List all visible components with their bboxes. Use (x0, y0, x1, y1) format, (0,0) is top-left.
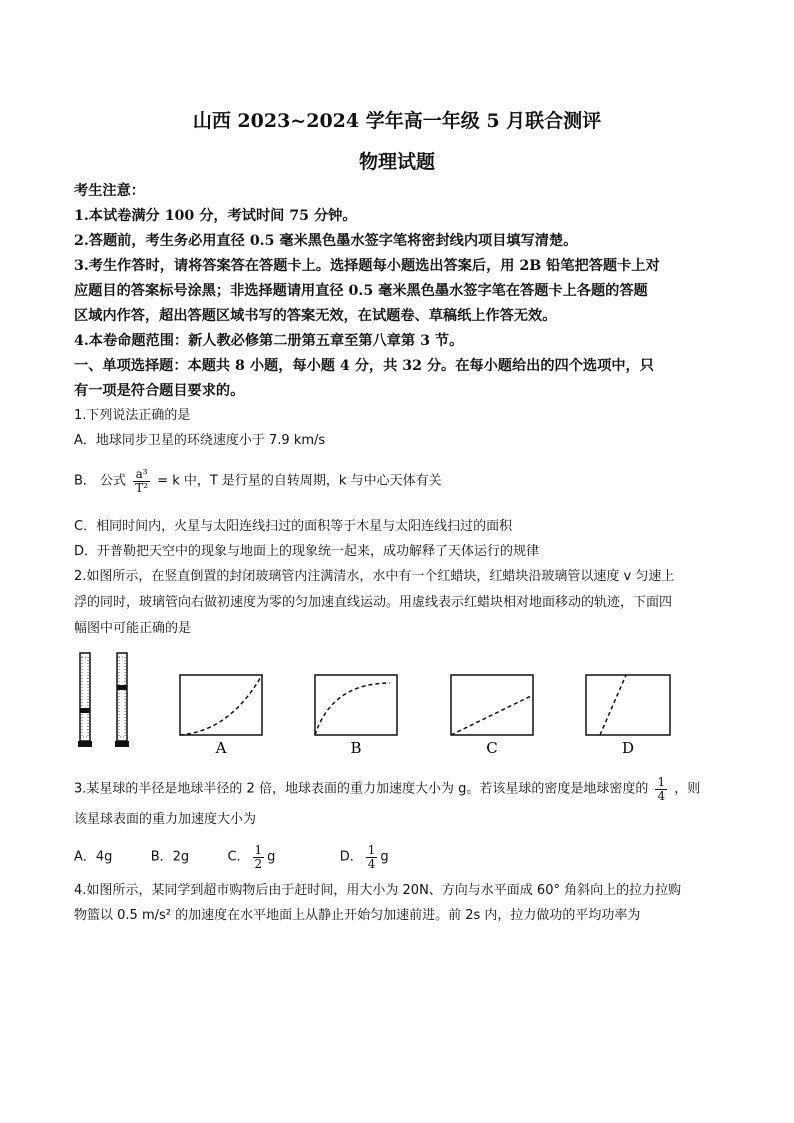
option-d-graph (586, 675, 670, 735)
q2-stem-line3: 幅图中可能正确的是 (74, 621, 192, 636)
q3-stem-line1 (74, 776, 700, 802)
q3-stem-suffix: ，则 (674, 781, 701, 797)
q3-option-d-fraction (366, 844, 378, 870)
notice-item-3-cont: 应题目的答案标号涂黑；非选择题请用直径 0.5 毫米黑色墨水签字笔在答题卡上各题的答题 (74, 283, 648, 299)
kepler-numerator: a³ (133, 468, 150, 482)
q3-option-c-prefix: C． (227, 849, 250, 865)
glass-tube-1 (78, 653, 92, 747)
option-b-graph (315, 675, 397, 735)
section-heading: 一、单项选择题：本题共 8 小题，每小题 4 分，共 32 分。在每小题给出的四个选项中，只 (74, 358, 654, 374)
q3-option-d-prefix: D． (339, 849, 363, 865)
density-denominator: 4 (657, 788, 666, 803)
kepler-fraction (133, 468, 150, 494)
option-c-label: C (486, 739, 498, 755)
q3-option-c-suffix: g (267, 849, 276, 865)
q1-option-b-prefix: B． 公式 (74, 473, 127, 489)
q1-option-c: C．相同时间内，火星与太阳连线扫过的面积等于木星与太阳连线扫过的面积 (74, 519, 513, 534)
q3-option-c-numerator: 1 (254, 843, 263, 857)
notice-item-3: 3.考生作答时，请将答案答在答题卡上。选择题每小题选出答案后，用 2B 铅笔把答题卡上对 (74, 258, 660, 274)
q4-stem-line2: 物篮以 0.5 m/s² 的加速度在水平地面上从静止开始匀加速前进。前 2s 内，拉力做功的平均功率为 (74, 908, 641, 923)
exam-title: 山西 2023~2024 学年高一年级 5 月联合测评 (192, 110, 602, 132)
notice-item-2: 2.答题前，考生务必用直径 0.5 毫米黑色墨水签字笔将密封线内项目填写清楚。 (74, 233, 578, 249)
q2-stem-line1: 2.如图所示，在竖直倒置的封闭玻璃管内注满清水，水中有一个红蜡块，红蜡块沿玻璃管以速度 v 匀速上 (74, 569, 675, 584)
option-a-graph (180, 675, 262, 735)
q3-stem-line2: 该星球表面的重力加速度大小为 (74, 812, 257, 827)
notice-item-3-cont2: 区域内作答，超出答题区域书写的答案无效，在试题卷、草稿纸上作答无效。 (74, 308, 557, 324)
q3-option-c-fraction (253, 844, 265, 870)
q3-option-c-denominator: 2 (254, 856, 263, 871)
notice-item-4: 4.本卷命题范围：新人教必修第二册第五章至第八章第 3 节。 (74, 333, 464, 349)
density-numerator: 1 (657, 775, 666, 789)
q3-stem-prefix: 3.某星球的半径是地球半径的 2 倍，地球表面的重力加速度大小为 g。若该星球的密度是地球密度的 (74, 781, 649, 797)
q3-option-b: B．2g (150, 849, 190, 865)
q1-option-d: D．开普勒把天空中的现象与地面上的现象统一起来，成功解释了天体运行的规律 (74, 544, 540, 559)
option-c-graph (451, 675, 533, 735)
option-d-label: D (621, 739, 635, 755)
notice-heading: 考生注意： (74, 183, 145, 199)
glass-tube-2 (115, 653, 129, 747)
subject-title: 物理试题 (358, 151, 435, 173)
option-b-label: B (350, 739, 362, 755)
q1-option-b (74, 468, 442, 494)
q1-option-b-suffix: = k 中，T 是行星的自转周期，k 与中心天体有关 (157, 473, 442, 489)
notice-item-1: 1.本试卷满分 100 分，考试时间 75 分钟。 (74, 208, 357, 224)
q1-option-a: A．地球同步卫星的环绕速度小于 7.9 km/s (74, 433, 326, 448)
q2-figure (70, 645, 730, 755)
option-a-label: A (215, 739, 227, 755)
q3-option-d-numerator: 1 (367, 843, 376, 857)
q3-option-a: A．4g (74, 849, 113, 865)
q3-options (74, 844, 389, 870)
section-heading-cont: 有一项是符合题目要求的。 (74, 383, 245, 399)
q4-stem-line1: 4.如图所示，某同学到超市购物后由于赶时间，用大小为 20N、方向与水平面成 60° 角斜向上的拉力拉购 (74, 883, 682, 898)
q1-stem: 1.下列说法正确的是 (74, 408, 191, 423)
density-fraction (655, 776, 667, 802)
kepler-denominator: T² (135, 480, 149, 495)
q3-option-d-suffix: g (380, 849, 389, 865)
q3-option-d-denominator: 4 (367, 856, 376, 871)
q2-stem-line2: 浮的同时，玻璃管向右做初速度为零的匀加速直线运动。用虚线表示红蜡块相对地面移动的轨迹，下面四 (74, 595, 673, 610)
